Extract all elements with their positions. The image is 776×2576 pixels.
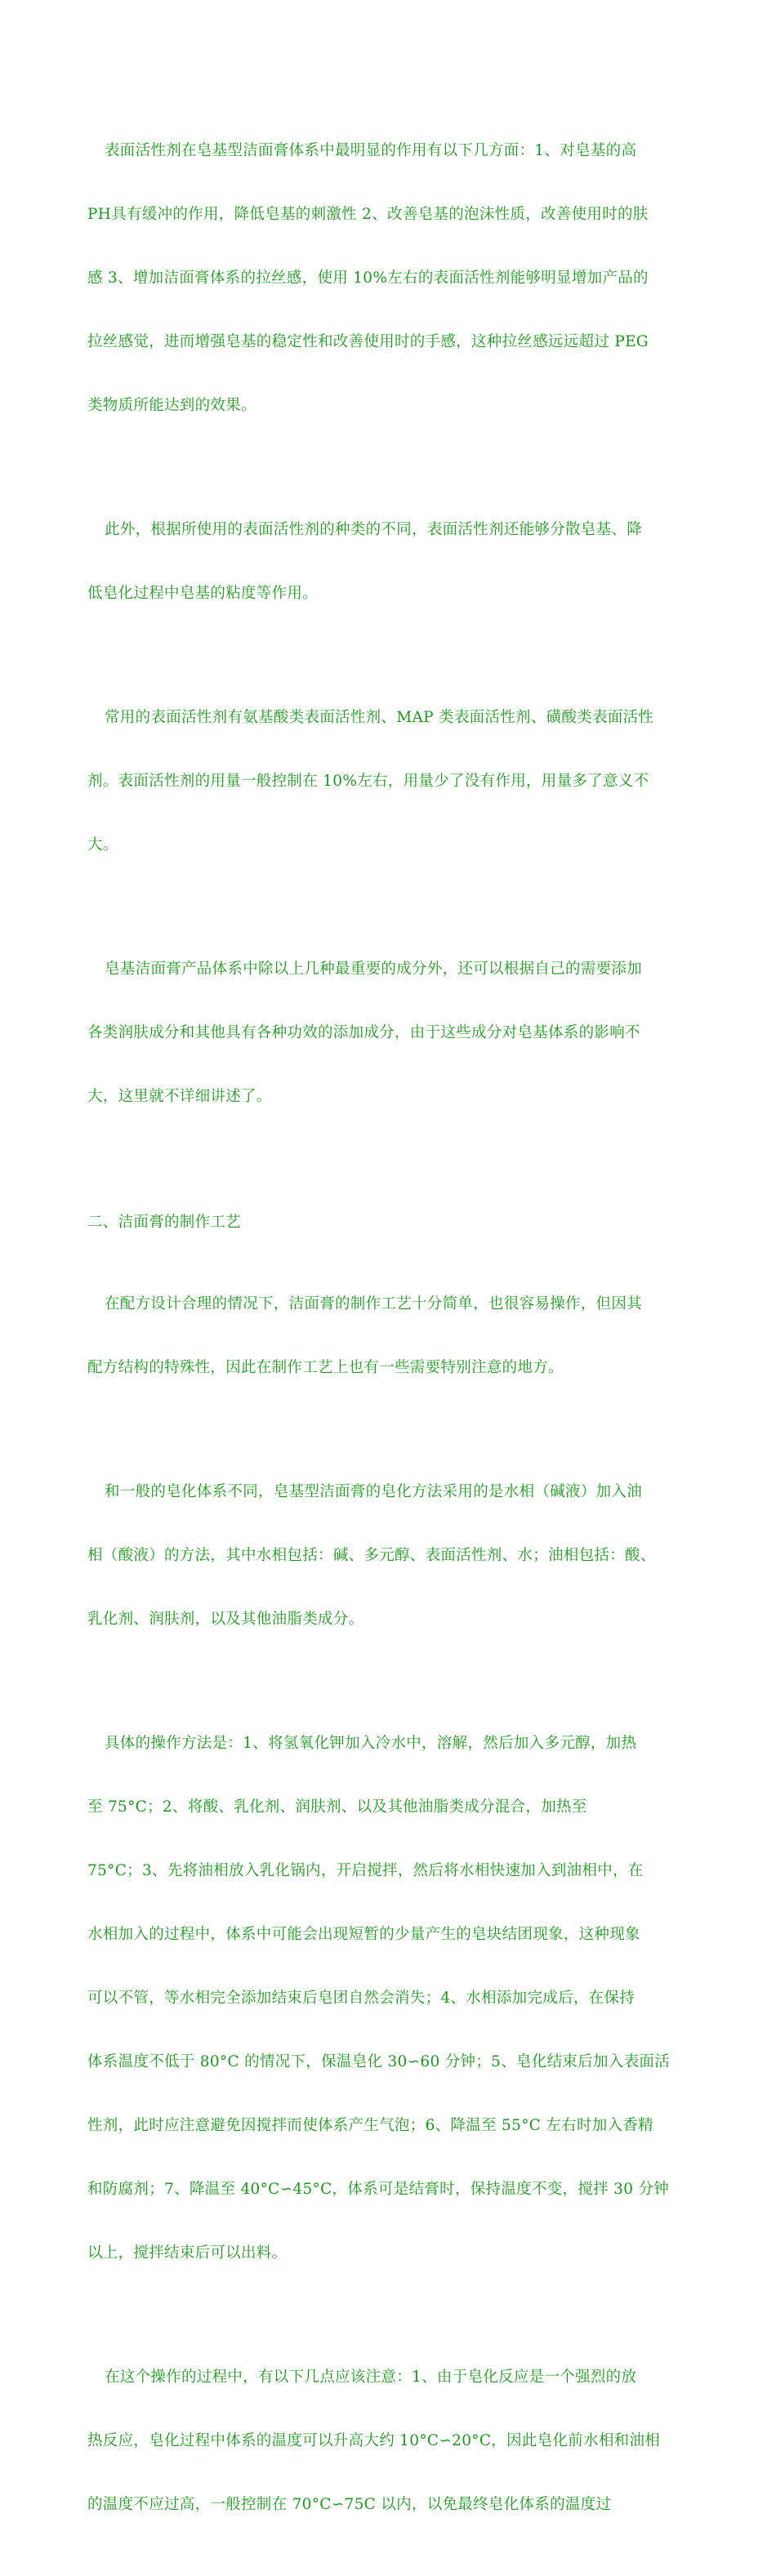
paragraph-common-surfactants — [87, 665, 692, 898]
text-line: 拉丝感觉，进而增强皂基的稳定性和改善使用时的手感，这种拉丝感远远超过 PEG — [87, 333, 649, 350]
paragraph-surfactant-dispersion — [87, 477, 692, 647]
text-line: 的温度不应过高，一般控制在 70°C∽75C 以内，以免最终皂化体系的温度过 — [87, 2496, 612, 2513]
text-line: 在这个操作的过程中，有以下几点应该注意：1、由于皂化反应是一个强烈的放 — [105, 2369, 637, 2386]
text-line: 性剂，此时应注意避免因搅拌而使体系产生气泡；6、降温至 55°C 左右时加入香精 — [87, 2117, 653, 2134]
text-line: 各类润肤成分和其他具有各种功效的添加成分，由于这些成分对皂基体系的影响不 — [87, 1024, 640, 1041]
text-line: 乳化剂、润肤剂，以及其他油脂类成分。 — [87, 1611, 364, 1628]
paragraph-saponification-method — [87, 1439, 692, 1673]
text-line: 低皂化过程中皂基的粘度等作用。 — [87, 585, 319, 602]
text-line: 相（酸液）的方法，其中水相包括：碱、多元醇、表面活性剂、水；油相包括：酸、 — [87, 1547, 656, 1564]
paragraph-operation-steps — [87, 1691, 692, 2306]
text-line: 体系温度不低于 80°C 的情况下，保温皂化 30∽60 分钟；5、皂化结束后加入表面活 — [87, 2053, 671, 2070]
paragraph-process-intro — [87, 1251, 692, 1421]
document-page — [87, 98, 692, 2576]
text-line: 可以不管，等水相完全添加结束后皂团自然会消失；4、水相添加完成后，在保持 — [87, 1990, 636, 2007]
text-line: 以上，搅拌结束后可以出料。 — [87, 2244, 288, 2262]
text-line: 皂基洁面膏产品体系中除以上几种最重要的成分外，还可以根据自己的需要添加 — [105, 960, 643, 978]
text-line: 剂。表面活性剂的用量一般控制在 10%左右，用量少了没有作用，用量多了意义不 — [87, 773, 649, 790]
text-line: 此外，根据所使用的表面活性剂的种类的不同，表面活性剂还能够分散皂基、降 — [105, 521, 643, 538]
paragraph-surfactant-effects — [87, 98, 692, 459]
text-line: 常用的表面活性剂有氨基酸类表面活性剂、MAP 类表面活性剂、磺酸类表面活性 — [105, 709, 654, 726]
text-line: 配方结构的特殊性，因此在制作工艺上也有一些需要特别注意的地方。 — [87, 1359, 564, 1376]
text-line: 大，这里就不详细讲述了。 — [87, 1088, 272, 1105]
text-line: 感 3、增加洁面膏体系的拉丝感，使用 10%左右的表面活性剂能够明显增加产品的 — [87, 270, 649, 287]
text-line: 水相加入的过程中，体系中可能会出现短暂的少量产生的皂块结团现象，这种现象 — [87, 1926, 640, 1943]
text-line: 在配方设计合理的情况下，洁面膏的制作工艺十分简单，也很容易操作，但因其 — [105, 1295, 643, 1313]
paragraph-precautions — [87, 2324, 692, 2558]
paragraph-other-ingredients — [87, 916, 692, 1150]
text-line: 具体的操作方法是：1、将氢氧化钾加入冷水中，溶解，然后加入多元醇，加热 — [105, 1735, 637, 1752]
text-line: 75°C；3、先将油相放入乳化锅内，开启搅拌，然后将水相快速加入到油相中，在 — [87, 1862, 644, 1879]
text-line: 至 75°C；2、将酸、乳化剂、润肤剂、以及其他油脂类成分混合，加热至 — [87, 1798, 587, 1816]
text-line: 类物质所能达到的效果。 — [87, 397, 256, 414]
section-heading: 二、洁面膏的制作工艺 — [87, 1214, 242, 1231]
text-line: 和一般的皂化体系不同，皂基型洁面膏的皂化方法采用的是水相（碱液）加入油 — [105, 1483, 643, 1500]
text-line: 大。 — [87, 836, 118, 853]
text-line: PH具有缓冲的作用，降低皂基的刺激性 2、改善皂基的泡沫性质，改善使用时的肤 — [87, 206, 649, 223]
text-line: 表面活性剂在皂基型洁面膏体系中最明显的作用有以下几方面：1、对皂基的高 — [105, 142, 637, 159]
text-line: 热反应，皂化过程中体系的温度可以升高大约 10°C∽20°C，因此皂化前水相和油相 — [87, 2432, 661, 2449]
text-line: 和防腐剂；7、降温至 40°C∽45°C，体系可是结膏时，保持温度不变，搅拌 30 分钟 — [87, 2181, 670, 2198]
